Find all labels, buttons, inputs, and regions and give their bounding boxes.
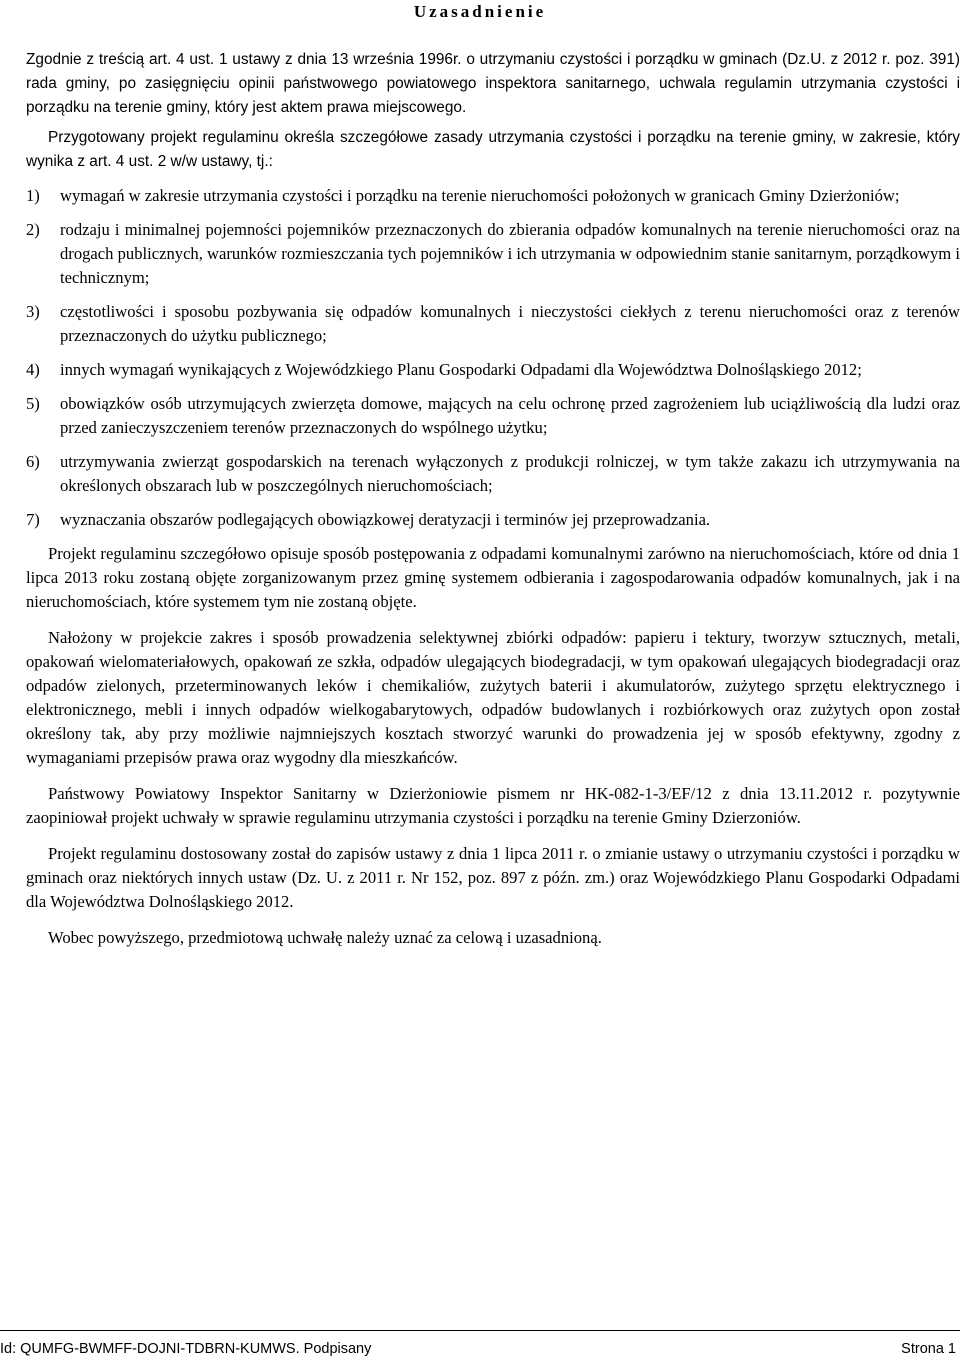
list-item-number: 3) — [26, 302, 40, 321]
list-item-text: wyznaczania obszarów podlegających obowiązkowej deratyzacji i terminów jej przeprowadzania. — [60, 510, 711, 529]
list-item-number: 4) — [26, 360, 40, 379]
paragraph-selective-collection: Nałożony w projekcie zakres i sposób prowadzenia selektywnej zbiórki odpadów: papieru i tektury, tworzyw sztucznych, metali, opakowań wielomateriałowych, opakowań ze szkła, odpadów ulegających biodegradacji, w tym opakowań ulegających biodegradacji oraz odpadów zielonych, przeterminowanych leków i chemikaliów, zużytych baterii i akumulatorów, zużytego sprzętu elektrycznego i elektronicznego, mebli i innych odpadów wielkogabarytowych, odpadów budowlanych i rozbiórkowych oraz zużytych opon został określony tak, aby przy możliwie najmniejszych kosztach stworzyć warunki do prowadzenia jej w sposób efektywny, zgodny z wymaganiami przepisów prawa oraz wygodny dla mieszkańców. — [26, 628, 960, 767]
paragraph-waste-handling: Projekt regulaminu szczegółowo opisuje sposób postępowania z odpadami komunalnymi zarówno na nieruchomościach, które od dnia 1 lipca 2013 roku zostaną objęte zorganizowanym przez gminę systemem odbierania i zagospodarowania odpadów komunalnych, jak i na nieruchomościach, które systemem tym nie zostaną objęte. — [26, 544, 960, 611]
list-item-text: częstotliwości i sposobu pozbywania się odpadów komunalnych i nieczystości ciekłych z terenu nieruchomości oraz z terenów przeznaczonych do użytku publicznego; — [60, 302, 960, 345]
footer-page-number: Strona 1 — [901, 1341, 956, 1357]
list-item — [26, 392, 960, 440]
scope-list — [26, 184, 960, 532]
document-title: Uzasadnienie — [413, 2, 547, 21]
page-footer — [0, 1330, 960, 1357]
list-item-number: 7) — [26, 510, 40, 529]
list-item-number: 5) — [26, 394, 40, 413]
list-item — [26, 218, 960, 290]
list-item-text: wymagań w zakresie utrzymania czystości i porządku na terenie nieruchomości położonych w granicach Gminy Dzierżoniów; — [60, 186, 900, 205]
list-item-number: 1) — [26, 186, 40, 205]
paragraph-legal-basis: Zgodnie z treścią art. 4 ust. 1 ustawy z dnia 13 września 1996r. o utrzymaniu czystości i porządku w gminach (Dz.U. z 2012 r. poz. 391) rada gminy, po zasięgnięciu opinii państwowego powiatowego inspektora sanitarnego, uchwala regulamin utrzymania czystości i porządku na terenie gminy, który jest aktem prawa miejscowego. — [26, 51, 960, 116]
list-item — [26, 450, 960, 498]
list-item — [26, 358, 960, 382]
list-item-number: 2) — [26, 220, 40, 239]
document-body — [26, 48, 960, 950]
list-item-text: rodzaju i minimalnej pojemności pojemników przeznaczonych do zbierania odpadów komunalnych na terenie nieruchomości oraz na drogach publicznych, warunków rozmieszczania tych pojemników i ich utrzymania w odpowiednim stanie sanitarnym, porządkowym i technicznym; — [60, 220, 960, 287]
paragraph-scope-intro: Przygotowany projekt regulaminu określa szczegółowe zasady utrzymania czystości i porządku na terenie gminy, w zakresie, który wynika z art. 4 ust. 2 w/w ustawy, tj.: — [26, 129, 960, 170]
paragraph-legal-adjustment: Projekt regulaminu dostosowany został do zapisów ustawy z dnia 1 lipca 2011 r. o zmianie ustawy o utrzymaniu czystości i porządku w gminach oraz niektórych innych ustaw (Dz. U. z 2011 r. Nr 152, poz. 897 z późn. zm.) oraz Wojewódzkiego Planu Gospodarki Odpadami dla Województwa Dolnośląskiego 2012. — [26, 844, 960, 911]
footer-document-id: Id: QUMFG-BWMFF-DOJNI-TDBRN-KUMWS. Podpisany — [0, 1341, 372, 1357]
list-item-number: 6) — [26, 452, 40, 471]
list-item — [26, 300, 960, 348]
paragraph-conclusion: Wobec powyższego, przedmiotową uchwałę należy uznać za celową i uzasadnioną. — [48, 928, 602, 947]
list-item-text: obowiązków osób utrzymujących zwierzęta domowe, mających na celu ochronę przed zagrożeniem lub uciążliwością dla ludzi oraz przed zanieczyszczeniem terenów przeznaczonych do wspólnego użytku; — [60, 394, 960, 437]
list-item — [26, 508, 960, 532]
list-item — [26, 184, 960, 208]
list-item-text: innych wymagań wynikających z Wojewódzkiego Planu Gospodarki Odpadami dla Województwa Dolnośląskiego 2012; — [60, 360, 862, 379]
paragraph-sanitary-opinion: Państwowy Powiatowy Inspektor Sanitarny w Dzierżoniowie pismem nr HK-082-1-3/EF/12 z dnia 13.11.2012 r. pozytywnie zaopiniował projekt uchwały w sprawie regulaminu utrzymania czystości i porządku na terenie Gminy Dzierzoniów. — [26, 784, 960, 827]
list-item-text: utrzymywania zwierząt gospodarskich na terenach wyłączonych z produkcji rolniczej, w tym także zakazu ich utrzymywania na określonych obszarach lub w poszczególnych nieruchomościach; — [60, 452, 960, 495]
